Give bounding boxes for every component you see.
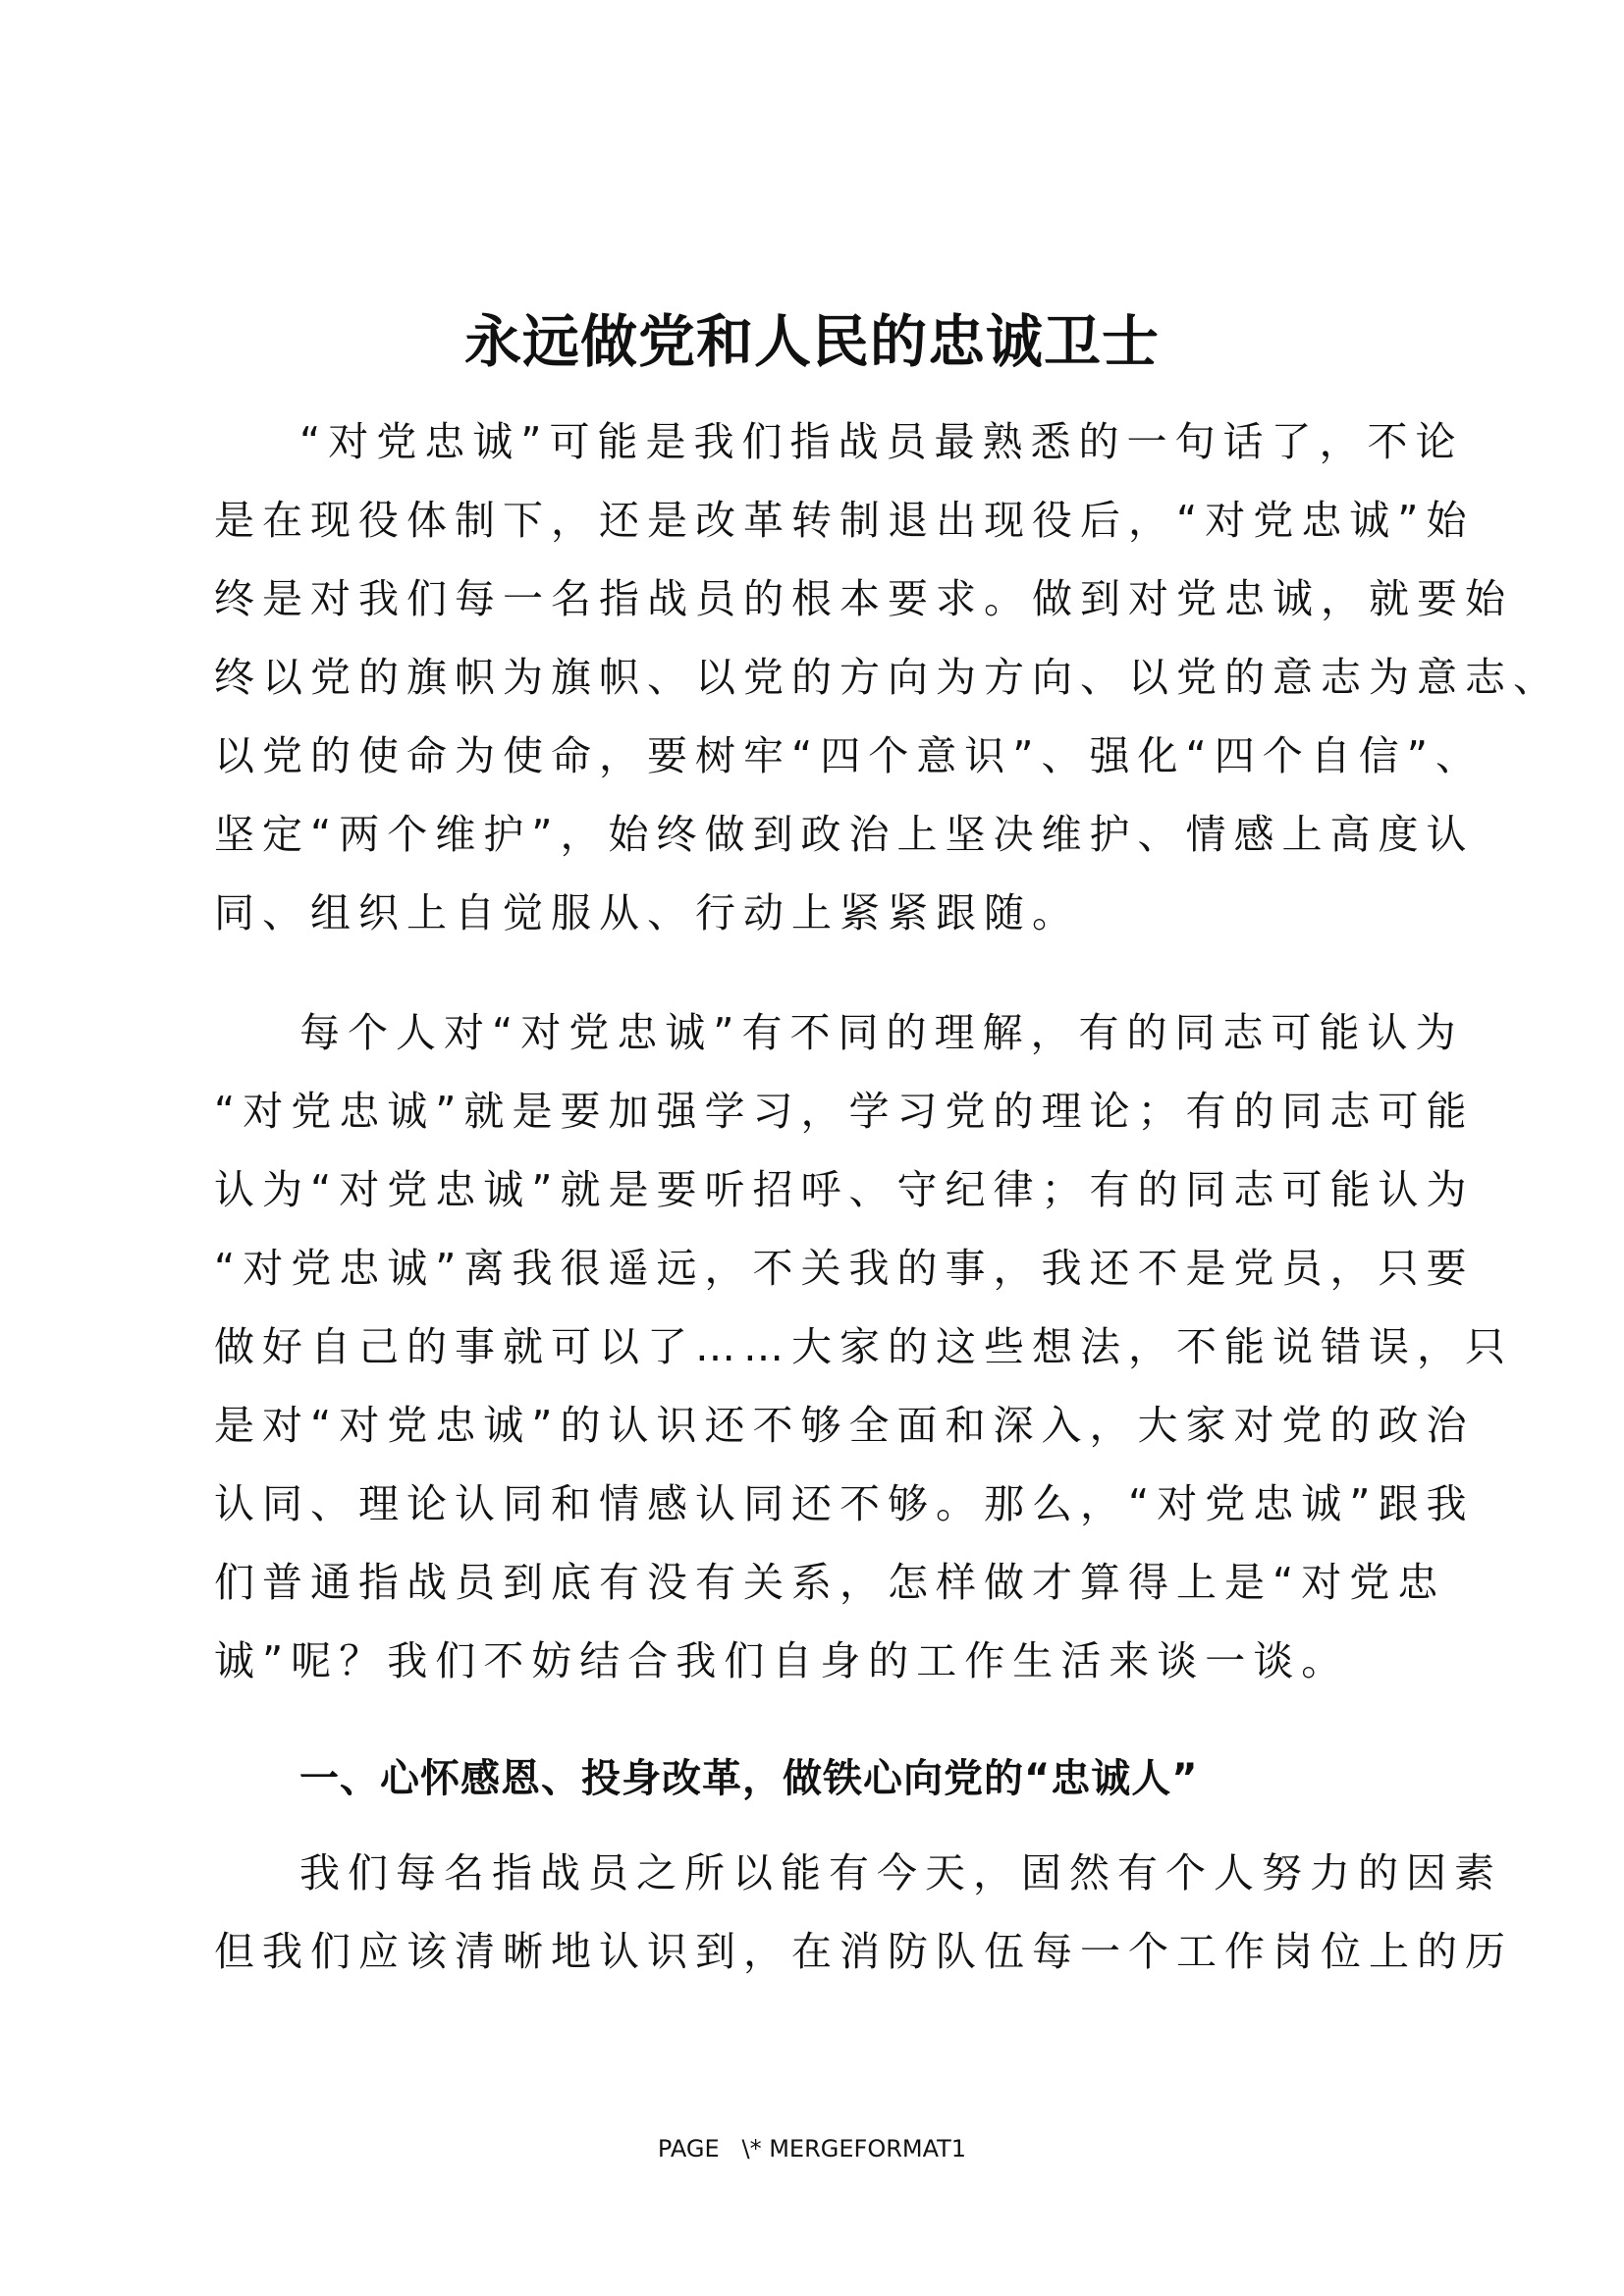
page-footer: PAGE \* MERGEFORMAT1 [657,2135,967,2163]
paragraph-line: 是对“对党忠诚”的认识还不够全面和深入，大家对党的政治 [214,1402,1475,1449]
paragraph-line: “对党忠诚”离我很遥远，不关我的事，我还不是党员，只要 [214,1245,1475,1292]
paragraph-line: 终是对我们每一名指战员的根本要求。做到对党忠诚，就要始 [214,575,1513,622]
paragraph-line: 诚”呢？我们不妨结合我们自身的工作生活来谈一谈。 [214,1637,1350,1684]
paragraph-line: 但我们应该清晰地认识到，在消防队伍每一个工作岗位上的历 [214,1928,1513,1975]
paragraph-line: 是在现役体制下，还是改革转制退出现役后，“对党忠诚”始 [214,497,1475,544]
paragraph-line: 做好自己的事就可以了……大家的这些想法，不能说错误，只 [214,1323,1513,1370]
section-heading: 一、心怀感恩、投身改革，做铁心向党的“忠诚人” [299,1756,1199,1801]
paragraph-line: 认为“对党忠诚”就是要听招呼、守纪律；有的同志可能认为 [214,1166,1475,1213]
paragraph-line: 认同、理论认同和情感认同还不够。那么，“对党忠诚”跟我 [214,1480,1475,1527]
paragraph-line: 我们每名指战员之所以能有今天，固然有个人努力的因素 [299,1849,1502,1896]
paragraph-line: 终以党的旗帜为旗帜、以党的方向为方向、以党的意志为意志、 [214,654,1561,701]
paragraph-line: “对党忠诚”就是要加强学习，学习党的理论；有的同志可能 [214,1088,1475,1135]
paragraph-line: 们普通指战员到底有没有关系，怎样做才算得上是“对党忠 [214,1559,1446,1606]
paragraph-line: 同、组织上自觉服从、行动上紧紧跟随。 [214,889,1080,936]
paragraph-line: 每个人对“对党忠诚”有不同的理解，有的同志可能认为 [299,1009,1464,1056]
paragraph-line: 以党的使命为使命，要树牢“四个意识”、强化“四个自信”、 [214,732,1484,779]
paragraph-line: 坚定“两个维护”，始终做到政治上坚决维护、情感上高度认 [214,811,1475,858]
paragraph-line: “对党忠诚”可能是我们指战员最熟悉的一句话了，不论 [299,418,1464,465]
document-title: 永远做党和人民的忠诚卫士 [463,308,1160,375]
